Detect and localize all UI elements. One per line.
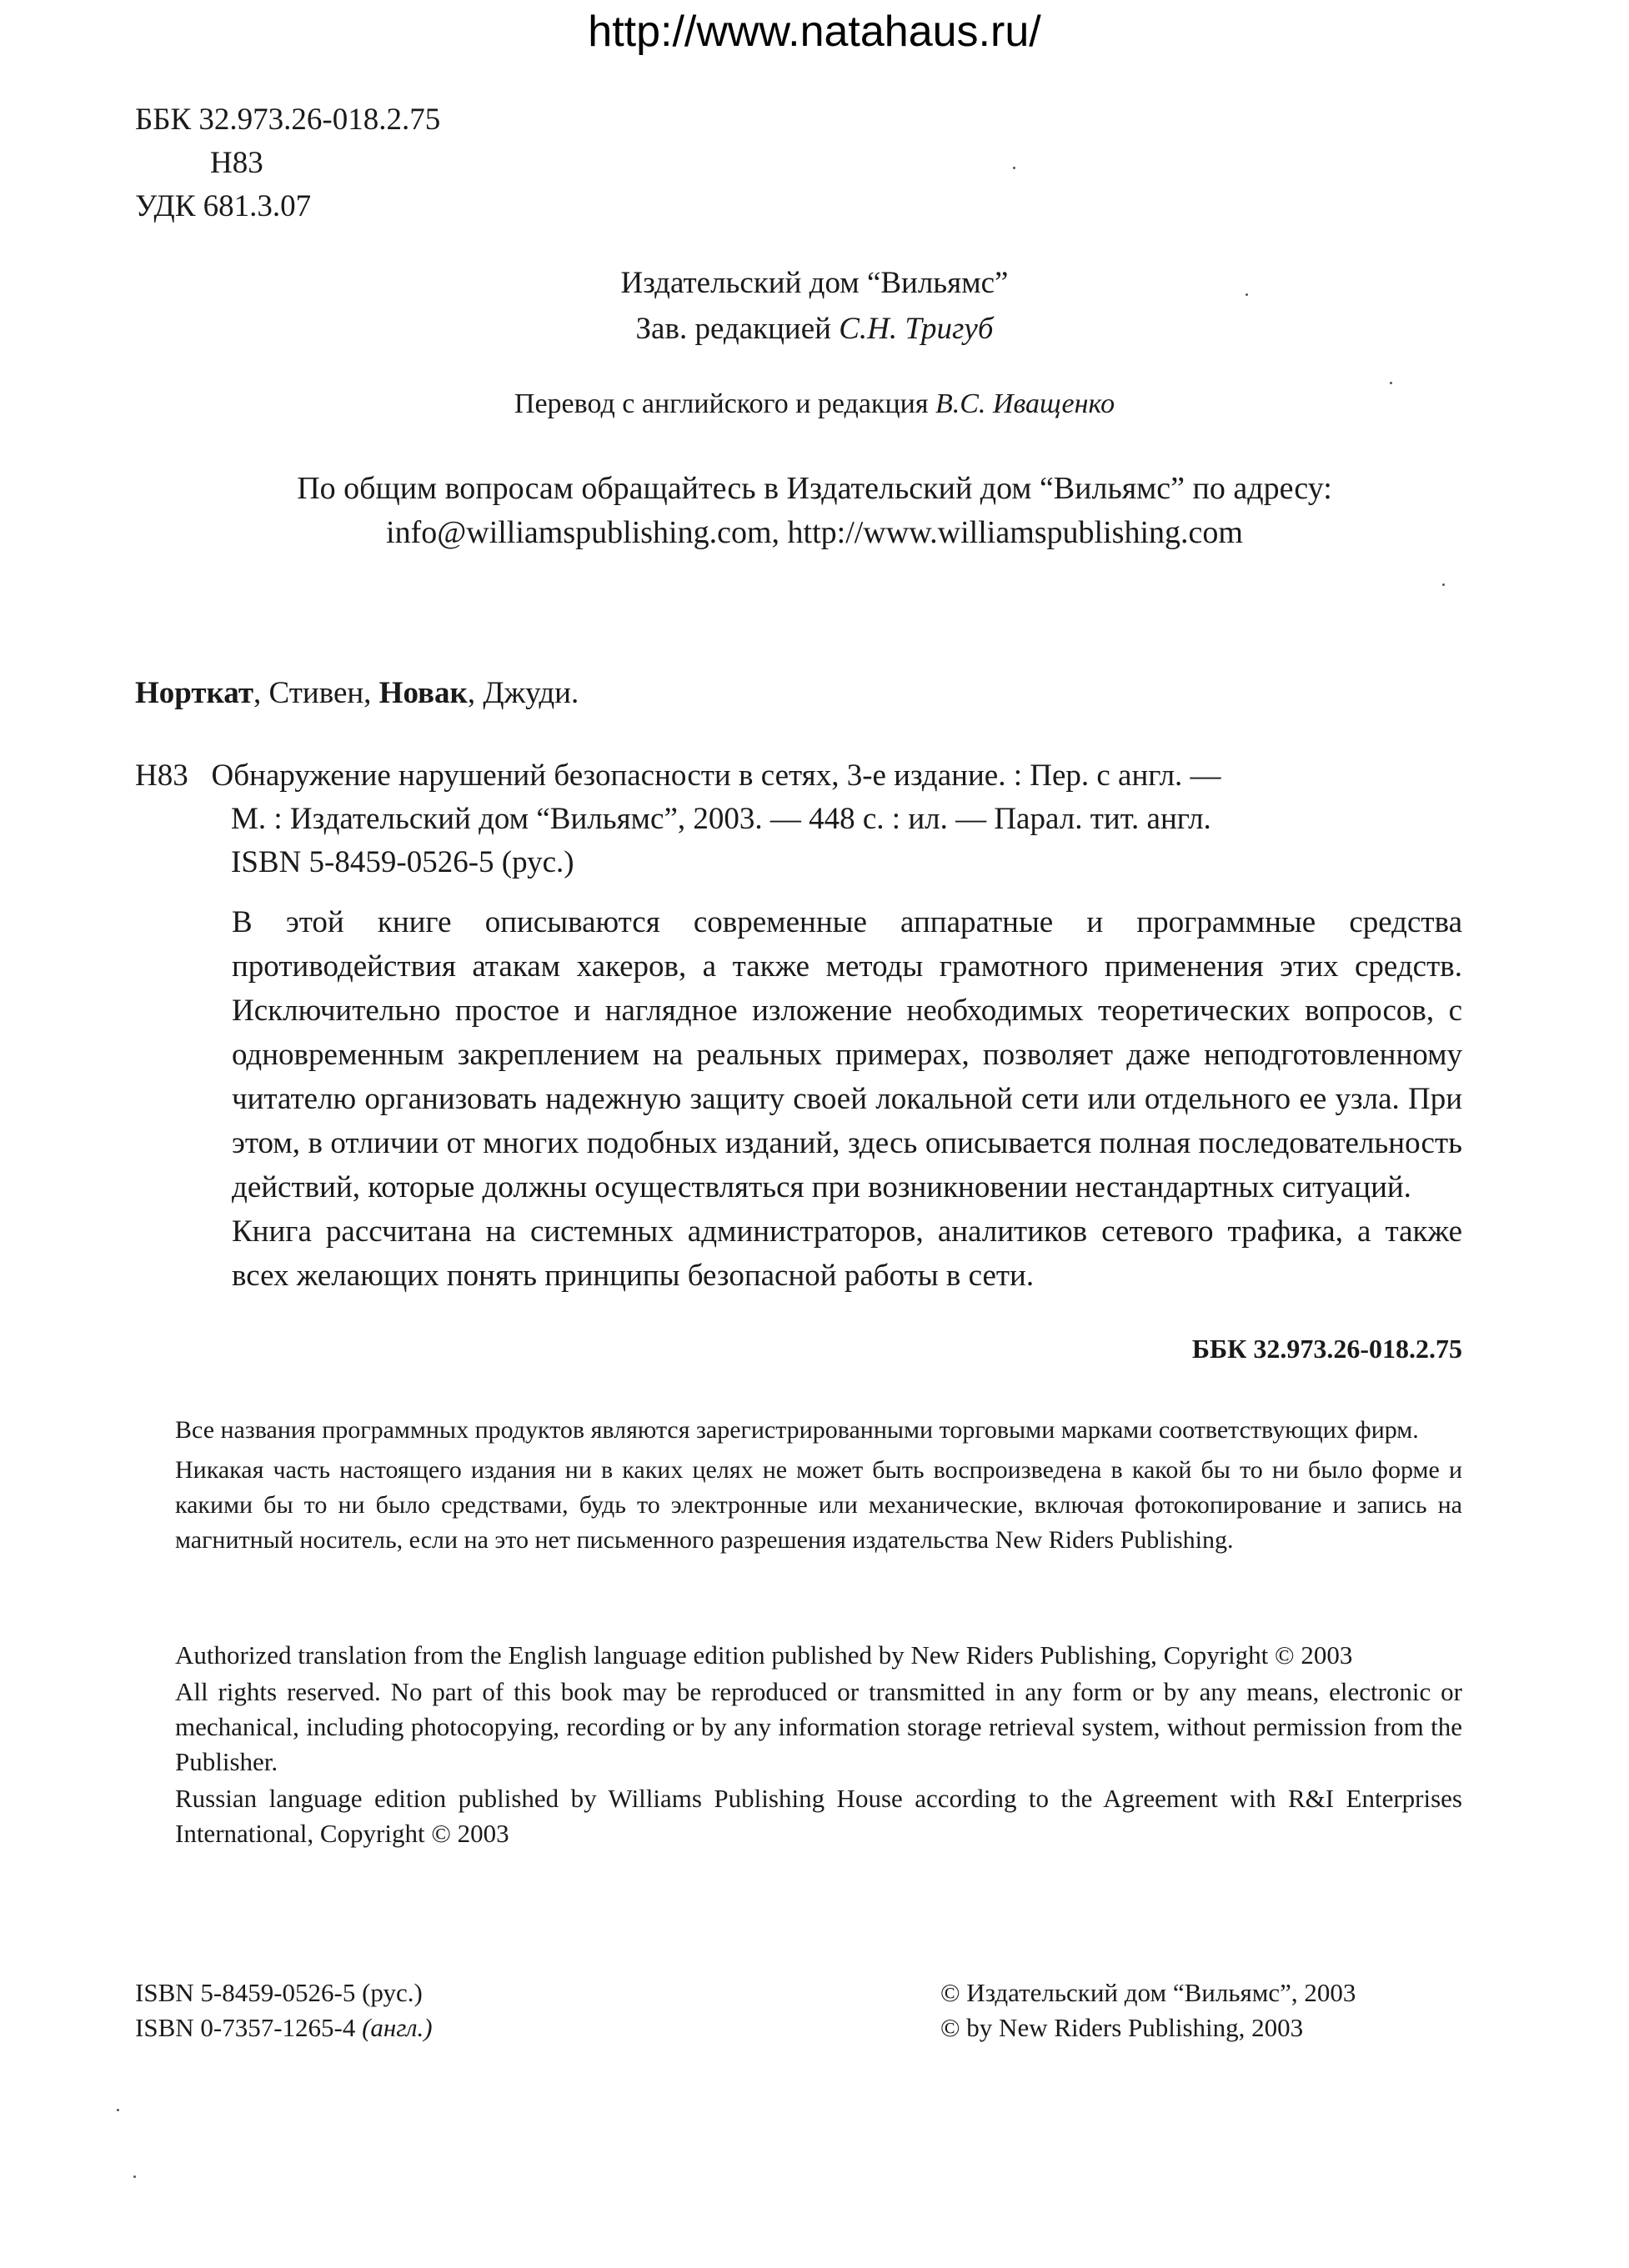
authors-line (135, 675, 579, 711)
catalog-line-1 (135, 754, 1469, 798)
scan-speck (117, 2109, 119, 2111)
scan-speck (133, 2175, 136, 2178)
source-url: http://www.natahaus.ru/ (588, 8, 1041, 56)
editor-name: С.Н. Тригуб (839, 312, 994, 346)
editor-prefix: Зав. редакцией (635, 312, 840, 346)
udk-code: УДК 681.3.07 (135, 189, 312, 223)
author2-lastname: Новак (378, 676, 468, 710)
isbn-eng-number: ISBN 0-7357-1265-4 (135, 2013, 363, 2042)
author2-firstname: , Джуди. (467, 676, 579, 710)
translator-name: В.С. Иващенко (935, 388, 1115, 419)
english-paragraph-1: Authorized translation from the English language edition published by New Riders Publishing, Copyright © 2003 (175, 1640, 1353, 1670)
isbn-rus (135, 1975, 433, 2010)
catalog-mark: Н83 (135, 759, 188, 793)
abstract-paragraph-1: В этой книге описываются современные аппаратные и программные средства противодействия атакам хакеров, а также методы грамотного применения этих средств. Исключительно простое и наглядное изложение необходимых теоретических вопросов, с одновременным закреплением на реальных примерах, позволяет даже неподготовленному читателю организовать надежную защиту своей локальной сети или отдельного ее узла. При этом, в отличии от многих подобных изданий, здесь описывается полная последовательность действий, которые должны осуществляться при возникновении нестандартных ситуаций. (232, 905, 1462, 1204)
contact-line-1: По общим вопросам обращайтесь в Издательский дом “Вильямс” по адресу: (297, 471, 1332, 506)
scan-speck (1246, 293, 1248, 296)
publisher-name: Издательский дом “Вильямс” (620, 266, 1009, 300)
isbn-rus-number: ISBN 5-8459-0526-5 (135, 1978, 363, 2007)
isbn-block (135, 1975, 433, 2045)
notice-paragraph-2: Никакая часть настоящего издания ни в каких целях не может быть воспроизведена в какой бы то ни было форме и какими бы то ни было средствами, будь то электронные или механические, включая фотокопирование и запись на магнитный носитель, если на это нет письменного разрешения издательства New Riders Publishing. (175, 1456, 1462, 1554)
abstract (232, 900, 1462, 1298)
contact-block (0, 467, 1629, 555)
abstract-paragraph-2: Книга рассчитана на системных администраторов, аналитиков сетевого трафика, а также всех желающих понять принципы безопасной работы в сети. (232, 1214, 1462, 1293)
classification-block (135, 98, 440, 228)
copyright-block (940, 1975, 1356, 2045)
author1-firstname: , Стивен, (253, 676, 379, 710)
translation-prefix: Перевод с английского и редакция (514, 388, 935, 419)
publisher-block (0, 260, 1629, 352)
english-paragraph-2: All rights reserved. No part of this book may be reproduced or transmitted in any form or by any means, electronic or mechanical, including photocopying, recording or by any information storage retrieval system, without permission from the Publisher. (175, 1677, 1462, 1776)
notice-paragraph-1: Все названия программных продуктов являются зарегистрированными торговыми марками соответствующих фирм. (175, 1416, 1419, 1444)
isbn-eng (135, 2010, 433, 2045)
author-mark: Н83 (210, 146, 263, 180)
copyright-line-2: © by New Riders Publishing, 2003 (940, 2013, 1304, 2042)
catalog-line-3: ISBN 5-8459-0526-5 (рус.) (231, 845, 574, 879)
catalog-entry (135, 754, 1469, 884)
scan-speck (1442, 583, 1445, 586)
english-paragraph-3: Russian language edition published by Williams Publishing House according to the Agreement with R&I Enterprises International, Copyright © 2003 (175, 1784, 1462, 1848)
isbn-rus-lang: (рус.) (362, 1978, 423, 2007)
trademark-notices (175, 1413, 1462, 1563)
editor-line (0, 306, 1629, 352)
isbn-eng-lang: (англ.) (362, 2013, 433, 2042)
author1-lastname: Норткат (135, 676, 254, 710)
bbk-footer: ББК 32.973.26-018.2.75 (1191, 1334, 1462, 1364)
copyright-line-1: © Издательский дом “Вильямс”, 2003 (940, 1978, 1356, 2007)
contact-line-2: info@williamspublishing.com, http://www.williamspublishing.com (386, 515, 1243, 550)
english-notices (175, 1638, 1462, 1853)
catalog-line-2: М. : Издательский дом “Вильямс”, 2003. — 448 с. : ил. — Парал. тит. англ. (231, 802, 1211, 836)
translation-credit (0, 388, 1629, 420)
scan-speck (1013, 167, 1015, 169)
bbk-code: ББК 32.973.26-018.2.75 (135, 103, 441, 137)
catalog-title: Обнаружение нарушений безопасности в сетях, 3-е издание. : Пер. с англ. — (211, 759, 1221, 793)
scan-speck (1390, 382, 1392, 384)
